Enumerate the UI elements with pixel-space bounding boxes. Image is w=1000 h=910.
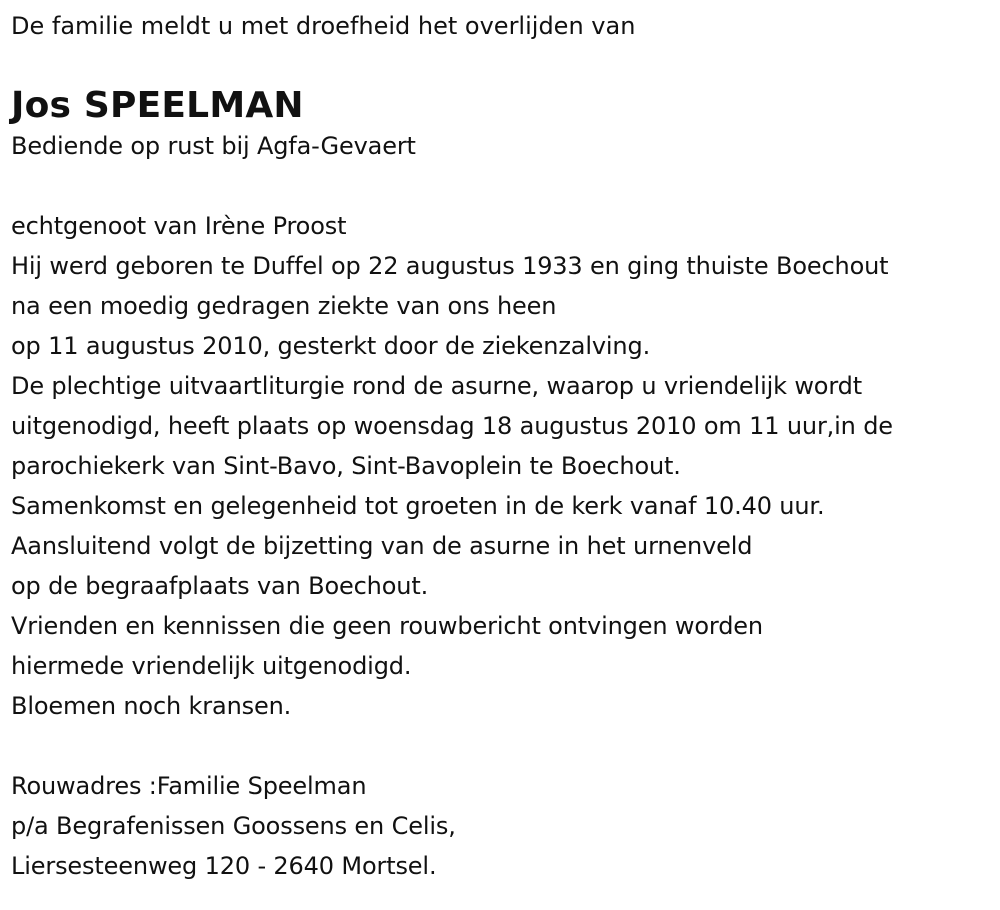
body-line: na een moedig gedragen ziekte van ons heen	[11, 292, 557, 320]
body-line: op de begraafplaats van Boechout.	[11, 572, 429, 600]
address-line: p/a Begrafenissen Goossens en Celis,	[11, 812, 456, 840]
intro-text: De familie meldt u met droefheid het overlijden van	[11, 12, 636, 40]
address-line: Rouwadres :Familie Speelman	[11, 772, 367, 800]
body-line: hiermede vriendelijk uitgenodigd.	[11, 652, 412, 680]
mourning-address	[11, 766, 996, 886]
body-line: Hij werd geboren te Duffel op 22 augustus 1933 en ging thuiste Boechout	[11, 252, 889, 280]
spacer	[11, 166, 996, 206]
body-text	[11, 206, 996, 726]
address-line: Liersesteenweg 120 - 2640 Mortsel.	[11, 852, 437, 880]
spacer	[11, 726, 996, 766]
obituary-notice	[11, 6, 996, 886]
body-line: echtgenoot van Irène Proost	[11, 212, 347, 240]
body-line: Samenkomst en gelegenheid tot groeten in de kerk vanaf 10.40 uur.	[11, 492, 825, 520]
body-line: Bloemen noch kransen.	[11, 692, 292, 720]
body-line: parochiekerk van Sint-Bavo, Sint-Bavoplein te Boechout.	[11, 452, 681, 480]
body-line: Aansluitend volgt de bijzetting van de asurne in het urnenveld	[11, 532, 753, 560]
body-line: op 11 augustus 2010, gesterkt door de ziekenzalving.	[11, 332, 651, 360]
body-line: Vrienden en kennissen die geen rouwbericht ontvingen worden	[11, 612, 763, 640]
body-line: uitgenodigd, heeft plaats op woensdag 18 augustus 2010 om 11 uur,in de	[11, 412, 893, 440]
deceased-name: Jos SPEELMAN	[11, 85, 304, 126]
occupation-text: Bediende op rust bij Agfa-Gevaert	[11, 132, 416, 160]
body-line: De plechtige uitvaartliturgie rond de asurne, waarop u vriendelijk wordt	[11, 372, 862, 400]
